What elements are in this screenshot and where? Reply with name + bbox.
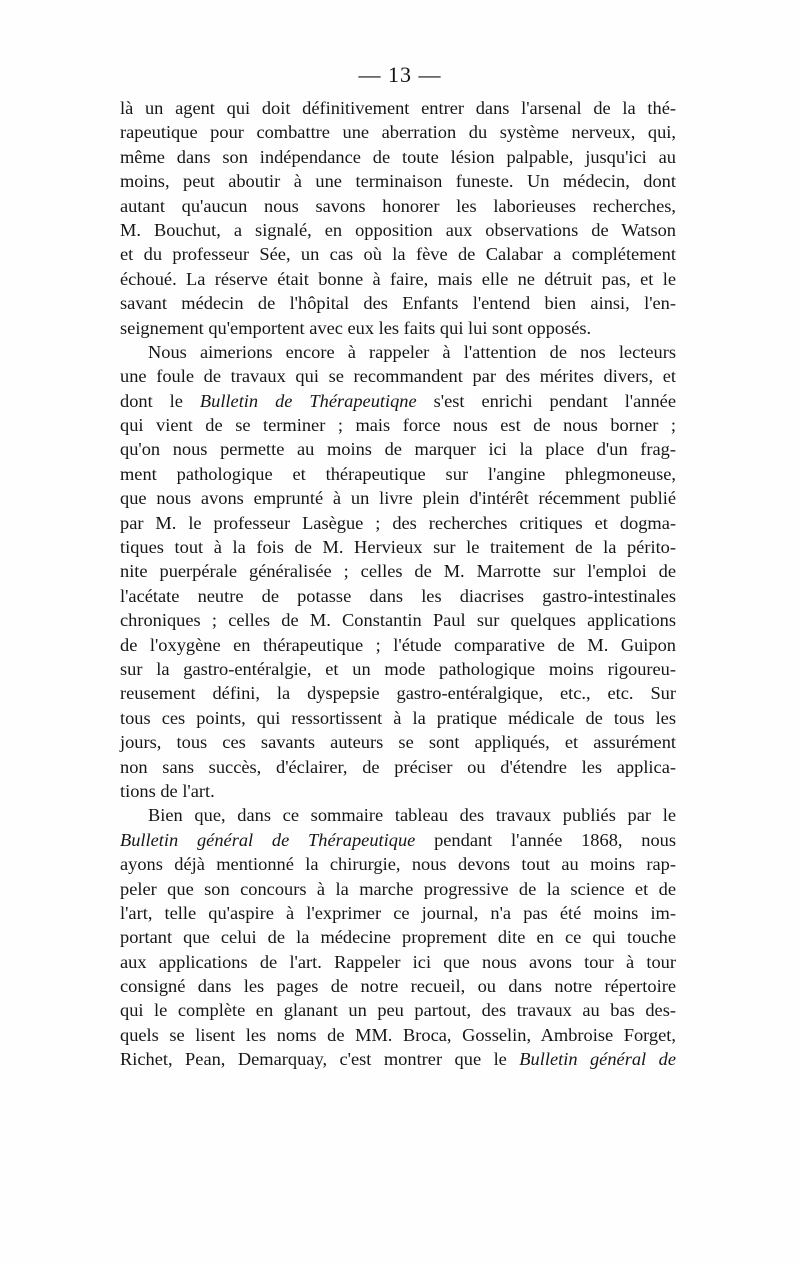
- text-line: ment pathologique et thérapeutique sur l'angine phlegmoneuse,: [120, 463, 676, 484]
- text-line: là un agent qui doit définitivement entrer dans l'arsenal de la thé-: [120, 98, 676, 118]
- text-line: moins, peut aboutir à une terminaison funeste. Un médecin, dont: [120, 171, 676, 192]
- text-line: l'acétate neutre de potasse dans les diacrises gastro-intestinales: [120, 585, 676, 606]
- text-line: échoué. La réserve était bonne à faire, mais elle ne détruit pas, et le: [120, 268, 676, 289]
- text-line: Bien que, dans ce sommaire tableau des travaux publiés par le: [148, 805, 676, 826]
- text-fragment: pendant l'année 1868, nous: [415, 829, 676, 850]
- text-line: tiques tout à la fois de M. Hervieux sur le traitement de la périto-: [120, 537, 676, 558]
- text-line: nite puerpérale généralisée ; celles de M. Marrotte sur l'emploi de: [120, 561, 676, 582]
- text-line: par M. le professeur Lasègue ; des recherches critiques et dogma-: [120, 512, 676, 533]
- text-fragment: Richet, Pean, Demarquay, c'est montrer que le: [120, 1049, 520, 1070]
- text-line: savant médecin de l'hôpital des Enfants l'entend bien ainsi, l'en-: [120, 293, 676, 314]
- text-line: tous ces points, qui ressortissent à la pratique médicale de tous les: [120, 707, 676, 728]
- text-line: que nous avons emprunté à un livre plein d'intérêt récemment publié: [120, 488, 676, 509]
- text-line: [120, 828, 676, 852]
- italic-title: Bulletin général de: [519, 1049, 676, 1070]
- italic-title: Bulletin de Thérapeutiqne: [199, 390, 417, 411]
- text-line: sur la gastro-entéralgie, et un mode pathologique moins rigoureu-: [120, 658, 676, 679]
- text-line: l'art, telle qu'aspire à l'exprimer ce journal, n'a pas été moins im-: [120, 902, 676, 923]
- text-line: une foule de travaux qui se recommandent par des mérites divers, et: [120, 366, 676, 387]
- text-fragment: dont le: [120, 390, 200, 411]
- text-fragment: s'est enrichi pendant l'année: [416, 390, 676, 411]
- text-line: ayons déjà mentionné la chirurgie, nous devons tout au moins rap-: [120, 854, 676, 875]
- text-line: peler que son concours à la marche progressive de la science et de: [120, 878, 676, 899]
- text-line: Nous aimerions encore à rappeler à l'attention de nos lecteurs: [148, 341, 676, 362]
- text-line: [120, 1047, 676, 1071]
- text-line: reusement défini, la dyspepsie gastro-entéralgique, etc., etc. Sur: [120, 683, 676, 704]
- italic-title: Bulletin général de Thérapeutique: [120, 829, 416, 850]
- text-line: de l'oxygène en thérapeutique ; l'étude comparative de M. Guipon: [120, 634, 676, 655]
- text-line: qu'on nous permette au moins de marquer ici la place d'un frag-: [120, 439, 676, 460]
- text-line: autant qu'aucun nous savons honorer les laborieuses recherches,: [120, 195, 676, 216]
- text-line: jours, tous ces savants auteurs se sont appliqués, et assurément: [120, 732, 676, 753]
- text-line: et du professeur Sée, un cas où la fève de Calabar a complétement: [120, 244, 676, 265]
- text-line: portant que celui de la médecine proprement dite en ce qui touche: [120, 927, 676, 948]
- text-line: rapeutique pour combattre une aberration du système nerveux, qui,: [120, 122, 676, 143]
- text-line: non sans succès, d'éclairer, de préciser ou d'étendre les applica-: [120, 756, 676, 777]
- text-line: M. Bouchut, a signalé, en opposition aux observations de Watson: [120, 219, 676, 240]
- text-line: même dans son indépendance de toute lésion palpable, jusqu'ici au: [120, 146, 676, 167]
- text-line: consigné dans les pages de notre recueil, ou dans notre répertoire: [120, 976, 676, 997]
- text-line: qui le complète en glanant un peu partout, des travaux au bas des-: [120, 1000, 676, 1021]
- page-number: — 13 —: [358, 62, 442, 87]
- text-line: seignement qu'emportent avec eux les faits qui lui sont opposés.: [120, 317, 592, 338]
- text-line: [120, 389, 676, 413]
- text-line: tions de l'art.: [120, 780, 215, 801]
- text-line: aux applications de l'art. Rappeler ici que nous avons tour à tour: [120, 951, 676, 972]
- text-line: chroniques ; celles de M. Constantin Paul sur quelques applications: [120, 610, 676, 631]
- text-line: quels se lisent les noms de MM. Broca, Gosselin, Ambroise Forget,: [120, 1024, 676, 1045]
- body-text: [120, 96, 676, 1072]
- text-line: qui vient de se terminer ; mais force nous est de nous borner ;: [120, 415, 676, 436]
